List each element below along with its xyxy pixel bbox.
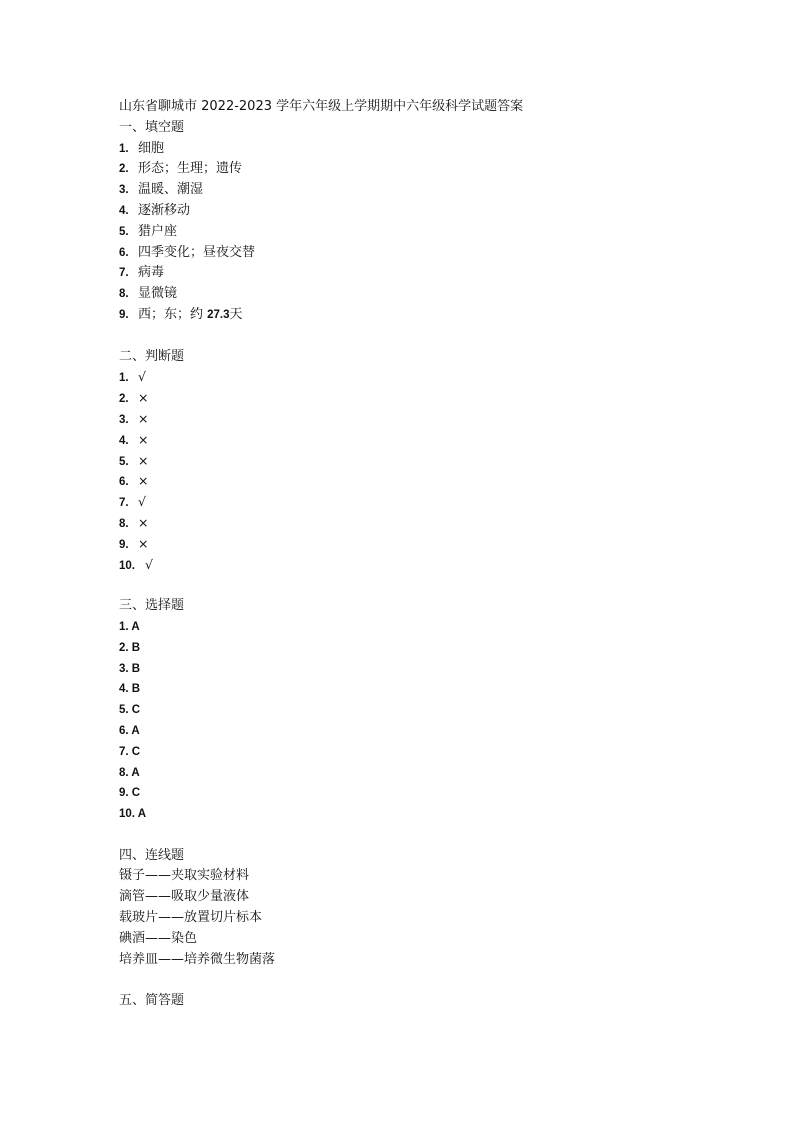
document-title: 山东省聊城市 2022-2023 学年六年级上学期期中六年级科学试题答案	[119, 99, 524, 114]
choice-answer: 5. C	[119, 704, 141, 717]
item-number: 9.	[119, 308, 129, 321]
matching-pair: 镊子——夹取实验材料	[119, 868, 250, 884]
cross-mark: ×	[138, 473, 149, 489]
item-number: 3.	[119, 413, 129, 426]
section-heading-true-false: 二、判断题	[119, 348, 185, 364]
choice-answer: 3. B	[119, 662, 141, 675]
choice-answer: 2. B	[119, 641, 141, 654]
item-number: 6.	[119, 246, 129, 259]
item-answer: 四季变化；昼夜交替	[138, 244, 256, 260]
item-number: 5.	[119, 455, 129, 468]
item-number: 6.	[119, 476, 129, 489]
item-answer-prefix: 西；东；约	[138, 306, 208, 322]
item-number: 2.	[119, 393, 129, 406]
choice-answer: 1. A	[119, 620, 140, 633]
matching-pair: 碘酒——染色	[119, 930, 198, 946]
matching-pair: 滴管——吸取少量液体	[119, 889, 250, 905]
true-false-item	[119, 534, 719, 555]
true-false-item	[119, 430, 719, 451]
choice-answer: 8. A	[119, 766, 140, 779]
spacer	[119, 575, 719, 596]
true-false-item	[119, 367, 719, 388]
cross-mark: ×	[138, 514, 149, 530]
item-number: 10.	[119, 559, 135, 572]
item-number: 7.	[119, 497, 129, 510]
item-number: 3.	[119, 184, 129, 197]
fill-blank-item	[119, 305, 719, 326]
choice-answer: 4. B	[119, 683, 141, 696]
item-number: 4.	[119, 204, 129, 217]
item-number: 9.	[119, 538, 129, 551]
item-number: 2.	[119, 163, 129, 176]
item-answer: 显微镜	[138, 286, 178, 302]
fill-blank-item	[119, 243, 719, 264]
cross-mark: ×	[138, 410, 149, 426]
fill-blank-item	[119, 159, 719, 180]
spacer	[119, 326, 719, 347]
check-mark: √	[138, 494, 146, 510]
true-false-item	[119, 492, 719, 513]
section-heading-short-answer: 五、简答题	[119, 993, 185, 1009]
item-number: 1.	[119, 372, 129, 385]
section-heading-multiple-choice: 三、选择题	[119, 598, 185, 614]
choice-answer: 6. A	[119, 724, 140, 737]
cross-mark: ×	[138, 535, 149, 551]
matching-pair: 载玻片——放置切片标本	[119, 910, 263, 926]
answer-key-content	[119, 97, 719, 1012]
true-false-item	[119, 451, 719, 472]
check-mark: √	[138, 369, 146, 385]
fill-blank-item	[119, 222, 719, 243]
item-number: 4.	[119, 434, 129, 447]
section-heading-fill-blank: 一、填空题	[119, 119, 185, 135]
item-answer: 猎户座	[138, 223, 178, 239]
choice-answer: 9. C	[119, 787, 141, 800]
item-number: 8.	[119, 517, 129, 530]
fill-blank-item	[119, 139, 719, 160]
true-false-item	[119, 555, 719, 576]
item-number: 1.	[119, 142, 129, 155]
true-false-item	[119, 513, 719, 534]
fill-blank-item	[119, 201, 719, 222]
fill-blank-item	[119, 180, 719, 201]
item-answer: 病毒	[138, 265, 165, 281]
item-answer: 形态；生理；遗传	[138, 161, 243, 177]
fill-blank-item	[119, 284, 719, 305]
true-false-item	[119, 388, 719, 409]
item-number: 8.	[119, 288, 129, 301]
item-answer: 温暖、潮湿	[138, 182, 204, 198]
item-answer-suffix: 天	[229, 306, 243, 322]
cross-mark: ×	[138, 390, 149, 406]
choice-answer: 10. A	[119, 808, 147, 821]
item-answer-number: 27.3	[207, 308, 230, 321]
spacer	[119, 970, 719, 991]
matching-pair: 培养皿——培养微生物菌落	[119, 951, 276, 967]
cross-mark: ×	[138, 452, 149, 468]
true-false-item	[119, 409, 719, 430]
fill-blank-item	[119, 263, 719, 284]
check-mark: √	[145, 556, 153, 572]
item-number: 7.	[119, 267, 129, 280]
choice-answer: 7. C	[119, 745, 141, 758]
item-answer: 逐渐移动	[138, 202, 191, 218]
spacer	[119, 825, 719, 846]
item-number: 5.	[119, 225, 129, 238]
item-answer: 细胞	[138, 140, 165, 156]
true-false-item	[119, 471, 719, 492]
cross-mark: ×	[138, 431, 149, 447]
section-heading-matching: 四、连线题	[119, 847, 185, 863]
